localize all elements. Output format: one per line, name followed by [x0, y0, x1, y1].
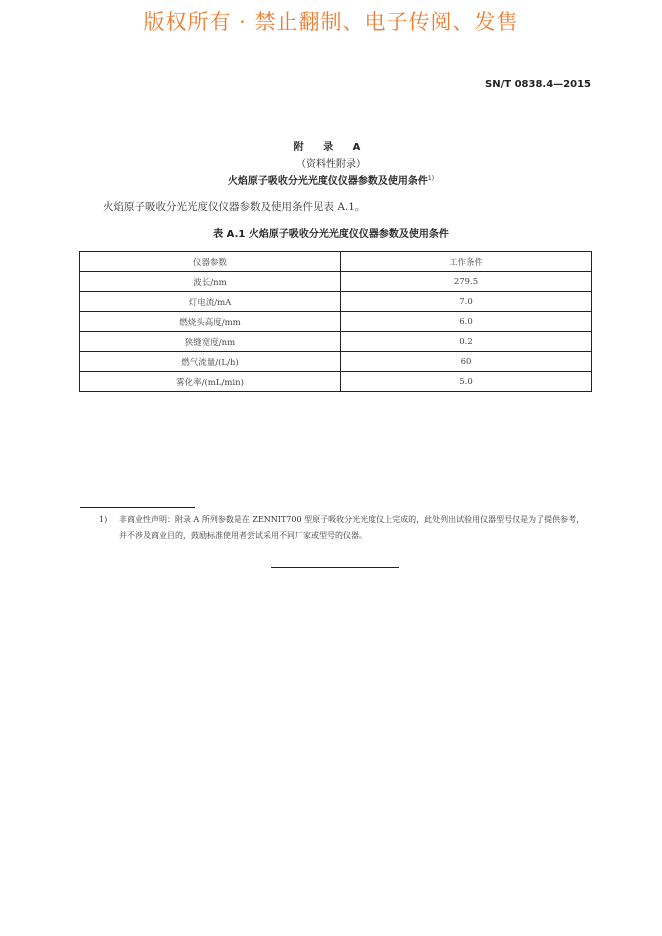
table-row [80, 332, 592, 352]
param-name: 燃烧头高度/mm [80, 312, 341, 332]
table-row [80, 312, 592, 332]
param-value: 6.0 [341, 312, 592, 332]
param-name: 灯电流/mA [80, 292, 341, 312]
footnote-number: 1) [99, 515, 108, 524]
footnote [99, 512, 592, 544]
table-row [80, 292, 592, 312]
param-value: 7.0 [341, 292, 592, 312]
annex-title: 附 录 A [293, 142, 369, 153]
param-value: 5.0 [341, 372, 592, 392]
param-name: 雾化率/(mL/min) [80, 372, 341, 392]
standard-code: SN/T 0838.4—2015 [485, 79, 591, 90]
footnote-separator [80, 507, 195, 508]
end-of-document-rule [271, 567, 399, 568]
param-value: 279.5 [341, 272, 592, 292]
param-name: 狭缝宽度/nm [80, 332, 341, 352]
param-name: 波长/nm [80, 272, 341, 292]
annex-heading-text: 火焰原子吸收分光光度仪仪器参数及使用条件 [227, 176, 428, 187]
table-header-row [80, 252, 592, 272]
table-row [80, 372, 592, 392]
table-row [80, 272, 592, 292]
annex-heading [0, 172, 662, 187]
annex-type: （资料性附录） [296, 159, 366, 170]
table-row [80, 352, 592, 372]
table-caption: 表 A.1 火焰原子吸收分光光度仪仪器参数及使用条件 [213, 229, 449, 240]
parameters-table [79, 251, 592, 392]
param-value: 0.2 [341, 332, 592, 352]
header-parameter: 仪器参数 [80, 252, 341, 272]
copyright-watermark: 版权所有 · 禁止翻制、电子传阅、发售 [143, 10, 519, 34]
param-name: 燃气流量/(L/h) [80, 352, 341, 372]
header-condition: 工作条件 [341, 252, 592, 272]
param-value: 60 [341, 352, 592, 372]
intro-paragraph: 火焰原子吸收分光光度仪仪器参数及使用条件见表 A.1。 [103, 201, 366, 213]
footnote-reference: 1) [427, 175, 435, 182]
footnote-text: 非商业性声明：附录 A 所列参数是在 ZENNIT700 型原子吸收分光光度仪上完成的，此处列出试验用仪器型号仅是为了提供参考，并不涉及商业目的，鼓励标准使用者尝试采用不同厂家或型号的仪器。 [119, 515, 585, 540]
